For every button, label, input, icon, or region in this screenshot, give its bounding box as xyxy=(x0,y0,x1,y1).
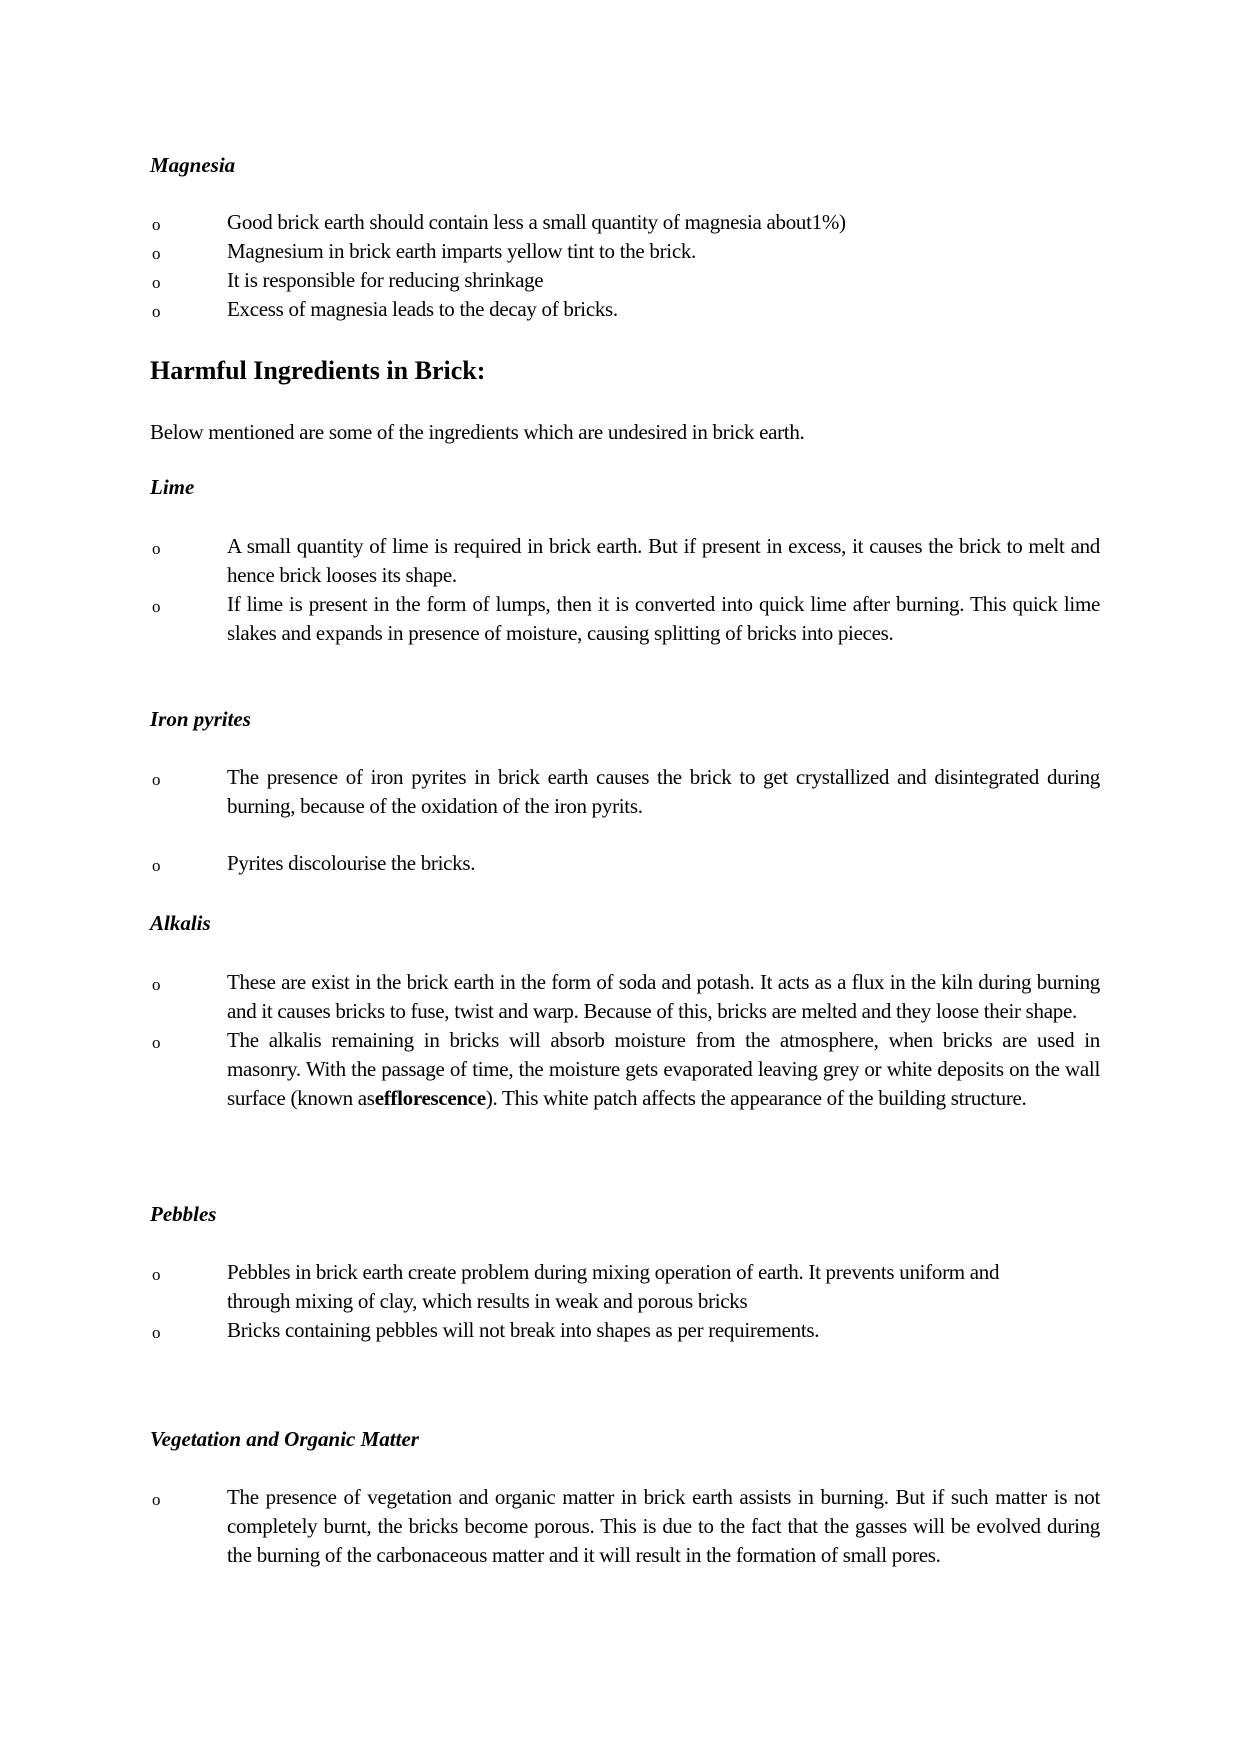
list-item xyxy=(150,849,1100,878)
item-text: A small quantity of lime is required in brick earth. But if present in excess, it causes the brick to melt and hence brick looses its shape. xyxy=(227,534,1100,587)
bullet-icon: o xyxy=(152,597,161,616)
list-item xyxy=(150,1316,1100,1345)
bullet-icon: o xyxy=(152,539,161,558)
bullet-icon: o xyxy=(152,1265,161,1284)
item-text: If lime is present in the form of lumps, then it is converted into quick lime after burning. This quick lime slakes and expands in presence of moisture, causing splitting of bricks into pieces. xyxy=(227,592,1100,645)
list-item xyxy=(150,532,1100,590)
bullet-icon: o xyxy=(152,975,161,994)
pebbles-list xyxy=(150,1258,1100,1345)
alkalis-heading: Alkalis xyxy=(150,911,211,935)
item-text: The presence of iron pyrites in brick earth causes the brick to get crystallized and disintegrated during burning, because of the oxidation of the iron pyrits. xyxy=(227,765,1100,818)
list-item xyxy=(150,1483,1100,1570)
section-heading: Harmful Ingredients in Brick: xyxy=(150,356,486,385)
lime-heading: Lime xyxy=(150,475,195,499)
bullet-icon: o xyxy=(152,1490,161,1509)
list-item xyxy=(150,237,1100,266)
item-text: Pebbles in brick earth create problem during mixing operation of earth. It prevents uniform and through mixing of clay, which results in weak and porous bricks xyxy=(227,1260,1000,1313)
item-text: Bricks containing pebbles will not break into shapes as per requirements. xyxy=(227,1318,820,1342)
list-item xyxy=(150,968,1100,1026)
vegetation-list xyxy=(150,1483,1100,1570)
item-text: These are exist in the brick earth in the form of soda and potash. It acts as a flux in the kiln during burning and it causes bricks to fuse, twist and warp. Because of this, bricks are melted and they loose their shape. xyxy=(227,970,1100,1023)
list-item xyxy=(150,1258,1100,1316)
iron-list xyxy=(150,763,1100,878)
magnesia-heading: Magnesia xyxy=(150,153,236,177)
list-item xyxy=(150,1026,1100,1113)
pebbles-heading: Pebbles xyxy=(150,1202,217,1226)
item-text: ). This white patch affects the appearance of the building structure. xyxy=(485,1086,1027,1110)
alkalis-list xyxy=(150,968,1100,1113)
bullet-icon: o xyxy=(152,1033,161,1052)
bullet-icon: o xyxy=(152,273,161,292)
list-item xyxy=(150,763,1100,821)
item-text: Good brick earth should contain less a small quantity of magnesia about1%) xyxy=(227,210,846,234)
list-item xyxy=(150,590,1100,648)
iron-heading: Iron pyrites xyxy=(150,707,251,731)
bullet-icon: o xyxy=(152,1323,161,1342)
magnesia-list xyxy=(150,208,1100,324)
item-text: The presence of vegetation and organic matter in brick earth assists in burning. But if such matter is not completely burnt, the bricks become porous. This is due to the fact that the gasses will be evolved during the burning of the carbonaceous matter and it will result in the formation of small pores. xyxy=(227,1485,1100,1567)
item-text: The alkalis remaining in bricks will absorb moisture from the atmosphere, when bricks are used in masonry. With the passage of time, the moisture gets evaporated leaving grey or white deposits on the wall surface (known as xyxy=(227,1028,1100,1110)
bullet-icon: o xyxy=(152,215,161,234)
lime-list xyxy=(150,532,1100,648)
bullet-icon: o xyxy=(152,770,161,789)
list-item xyxy=(150,295,1100,324)
item-text: Magnesium in brick earth imparts yellow tint to the brick. xyxy=(227,239,696,263)
efflorescence-term: efflorescence xyxy=(374,1086,486,1110)
item-text: It is responsible for reducing shrinkage xyxy=(227,268,544,292)
vegetation-heading: Vegetation and Organic Matter xyxy=(150,1427,419,1451)
list-item xyxy=(150,208,1100,237)
item-text: Excess of magnesia leads to the decay of bricks. xyxy=(227,297,618,321)
item-text: Pyrites discolourise the bricks. xyxy=(227,851,476,875)
bullet-icon: o xyxy=(152,244,161,263)
bullet-icon: o xyxy=(152,302,161,321)
list-item xyxy=(150,266,1100,295)
intro-text: Below mentioned are some of the ingredients which are undesired in brick earth. xyxy=(150,420,805,444)
bullet-icon: o xyxy=(152,856,161,875)
